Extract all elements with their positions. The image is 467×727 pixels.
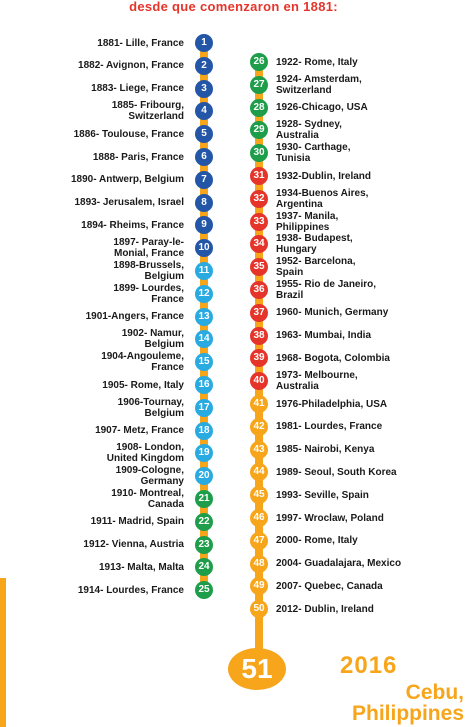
left-marker-12: 12 [195,285,213,303]
right-marker-31: 31 [250,167,268,185]
left-event-label-8: 1893- Jerusalem, Israel [74,197,184,209]
left-event-label-10: 1897- Paray-le- Monial, France [113,237,184,260]
left-marker-25: 25 [195,581,213,599]
left-marker-1: 1 [195,34,213,52]
left-marker-10: 10 [195,239,213,257]
right-event-label-40: 1973- Melbourne, Australia [276,370,358,393]
right-event-label-32: 1934-Buenos Aires, Argentina [276,187,369,210]
left-event-label-1: 1881- Lille, France [97,37,184,49]
right-event-label-35: 1952- Barcelona, Spain [276,256,356,279]
left-marker-4: 4 [195,102,213,120]
right-marker-35: 35 [250,258,268,276]
left-event-label-18: 1907- Metz, France [95,425,184,437]
left-marker-6: 6 [195,148,213,166]
right-marker-27: 27 [250,76,268,94]
left-event-label-23: 1912- Vienna, Austria [83,539,184,551]
left-marker-7: 7 [195,171,213,189]
right-marker-49: 49 [250,577,268,595]
left-event-label-22: 1911- Madrid, Spain [90,516,184,528]
left-edge-accent-bar [0,578,6,727]
left-event-label-9: 1894- Rheims, France [81,219,184,231]
left-event-label-12: 1899- Lourdes, France [113,282,184,305]
left-event-label-6: 1888- Paris, France [92,151,184,163]
right-marker-43: 43 [250,441,268,459]
left-event-label-25: 1914- Lourdes, France [77,584,184,596]
right-event-label-48: 2004- Guadalajara, Mexico [276,558,402,570]
final-congress-place: Cebu, Philippines [351,681,464,725]
left-event-label-19: 1908- London, United Kingdom [106,442,184,465]
left-event-label-5: 1886- Toulouse, France [73,128,184,140]
right-event-label-28: 1926-Chicago, USA [276,102,368,114]
right-marker-50: 50 [250,600,268,618]
left-marker-13: 13 [195,308,213,326]
left-event-label-17: 1906-Tournay, Belgium [117,396,184,419]
right-marker-44: 44 [250,463,268,481]
right-marker-29: 29 [250,121,268,139]
left-marker-9: 9 [195,216,213,234]
right-event-label-26: 1922- Rome, Italy [276,56,358,68]
right-event-label-50: 2012- Dublin, Ireland [276,603,374,615]
right-event-label-39: 1968- Bogota, Colombia [276,352,390,364]
right-event-label-31: 1932-Dublin, Ireland [276,170,372,182]
header-caption: desde que comenzaron en 1881: [129,0,338,14]
left-marker-16: 16 [195,376,213,394]
right-event-label-38: 1963- Mumbai, India [276,330,372,342]
left-event-label-14: 1902- Namur, Belgium [121,328,184,351]
right-marker-26: 26 [250,53,268,71]
final-congress-year: 2016 [340,652,398,679]
right-event-label-41: 1976-Philadelphia, USA [276,398,388,410]
right-marker-38: 38 [250,327,268,345]
left-marker-8: 8 [195,194,213,212]
left-marker-18: 18 [195,422,213,440]
right-event-label-43: 1985- Nairobi, Kenya [276,444,375,456]
right-event-label-46: 1997- Wroclaw, Poland [276,512,384,524]
right-marker-40: 40 [250,372,268,390]
left-marker-21: 21 [195,490,213,508]
final-congress-marker: 51 [228,648,286,690]
right-marker-32: 32 [250,190,268,208]
left-marker-19: 19 [195,444,213,462]
right-event-label-34: 1938- Budapest, Hungary [276,233,353,256]
right-marker-46: 46 [250,509,268,527]
left-marker-15: 15 [195,353,213,371]
left-marker-2: 2 [195,57,213,75]
left-marker-20: 20 [195,467,213,485]
left-marker-17: 17 [195,399,213,417]
left-event-label-15: 1904-Angouleme, France [101,351,184,374]
left-event-label-4: 1885- Fribourg, Switzerland [111,100,184,123]
left-marker-3: 3 [195,80,213,98]
left-marker-23: 23 [195,536,213,554]
left-event-label-16: 1905- Rome, Italy [102,379,184,391]
right-marker-28: 28 [250,99,268,117]
right-event-label-37: 1960- Munich, Germany [276,307,389,319]
right-event-label-36: 1955- Rio de Janeiro, Brazil [276,279,377,301]
left-event-label-24: 1913- Malta, Malta [98,561,184,573]
right-marker-30: 30 [250,144,268,162]
right-marker-37: 37 [250,304,268,322]
right-marker-34: 34 [250,235,268,253]
right-event-label-49: 2007- Quebec, Canada [276,580,383,592]
right-event-label-42: 1981- Lourdes, France [276,421,383,433]
right-event-label-33: 1937- Manila, Philippines [276,210,339,233]
right-marker-36: 36 [250,281,268,299]
left-marker-22: 22 [195,513,213,531]
left-event-label-13: 1901-Angers, France [85,311,184,323]
left-event-label-2: 1882- Avignon, France [78,60,184,72]
right-event-label-45: 1993- Seville, Spain [276,489,369,501]
left-event-label-3: 1883- Liege, France [91,83,184,95]
left-marker-11: 11 [195,262,213,280]
right-marker-48: 48 [250,555,268,573]
right-marker-42: 42 [250,418,268,436]
left-event-label-21: 1910- Montreal, Canada [111,488,184,510]
left-marker-14: 14 [195,330,213,348]
left-marker-5: 5 [195,125,213,143]
right-marker-39: 39 [250,349,268,367]
right-marker-33: 33 [250,213,268,231]
left-event-label-11: 1898-Brussels, Belgium [113,260,184,282]
left-marker-24: 24 [195,558,213,576]
right-event-label-30: 1930- Carthage, Tunisia [276,142,351,165]
right-event-label-29: 1928- Sydney, Australia [276,119,342,142]
left-event-label-7: 1890- Antwerp, Belgium [71,174,184,186]
right-event-label-47: 2000- Rome, Italy [276,535,358,547]
right-marker-45: 45 [250,486,268,504]
right-event-label-44: 1989- Seoul, South Korea [276,466,397,478]
right-event-label-27: 1924- Amsterdam, Switzerland [276,73,362,96]
right-marker-41: 41 [250,395,268,413]
left-event-label-20: 1909-Cologne, Germany [115,465,184,488]
right-marker-47: 47 [250,532,268,550]
